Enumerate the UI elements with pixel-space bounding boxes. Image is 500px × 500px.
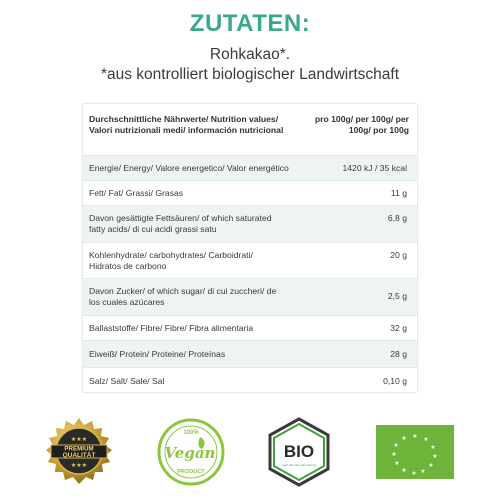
premium-text: PREMIUM — [64, 445, 94, 453]
table-row — [83, 340, 417, 367]
row-value: 32 g — [390, 323, 407, 333]
vegan-badge-icon — [156, 417, 226, 487]
bio-label: BIO — [283, 442, 315, 461]
svg-text:★★★: ★★★ — [70, 437, 88, 443]
svg-text:★: ★ — [401, 467, 407, 474]
svg-text:★: ★ — [393, 442, 399, 449]
svg-text:★: ★ — [391, 451, 397, 458]
row-label: Ballaststoffe/ Fibre/ Fibre/ Fibra alimentaria — [89, 323, 254, 333]
certification-badges — [0, 417, 500, 487]
svg-text:★: ★ — [394, 460, 400, 467]
row-value: 0,10 g — [383, 376, 407, 386]
row-label: Davon gesättigte Fettsäuren/ of which saturated fatty acids/ di cui acidi grassi satu — [89, 213, 272, 234]
row-value: 1420 kJ / 35 kcal — [342, 163, 407, 173]
row-value: 6,8 g — [387, 213, 407, 223]
header-nutrient-label: Durchschnittliche Nährwerte/ Nutrition values/ Valori nutrizionali medi/ información nutricional — [89, 114, 284, 135]
table-row — [83, 155, 417, 180]
row-label: Kohlenhydrate/ carbohydrates/ Carboidrati/ Hidratos de carbono — [89, 250, 253, 271]
svg-text:★: ★ — [430, 444, 436, 451]
table-row — [83, 180, 417, 205]
row-value: 28 g — [390, 349, 407, 359]
table-row — [83, 242, 417, 278]
svg-text:★: ★ — [412, 433, 418, 440]
table-row — [83, 205, 417, 242]
row-label: Energie/ Energy/ Valore energetico/ Valor energético — [89, 163, 289, 173]
eu-organic-leaf-icon — [376, 425, 446, 479]
svg-text:★: ★ — [411, 470, 417, 477]
table-row — [83, 367, 417, 393]
svg-text:★★★: ★★★ — [70, 463, 88, 469]
bio-hexagon-icon — [264, 417, 334, 487]
quality-text: QUALITÄT — [62, 452, 96, 459]
ingredients-title: ZUTATEN: — [189, 10, 311, 37]
nutrition-table — [82, 103, 418, 393]
row-value: 20 g — [390, 250, 407, 260]
row-label: Davon Zucker/ of which sugar/ di cui zuccheri/ de los cuales azúcares — [89, 286, 277, 307]
svg-text:★: ★ — [420, 468, 426, 475]
svg-text:★: ★ — [423, 436, 429, 443]
vegan-percent: 100% — [183, 430, 199, 436]
premium-quality-seal-icon — [44, 417, 114, 487]
svg-text:★: ★ — [432, 453, 438, 460]
vegan-word: Vegan — [164, 444, 216, 462]
vegan-product: PRODUCT — [177, 469, 205, 475]
ingredients-line-2: *aus kontrolliert biologischer Landwirtschaft — [100, 66, 400, 83]
bio-small-text: nach EG-Öko-Verordnung — [281, 463, 317, 467]
table-row — [83, 315, 417, 340]
row-label: Fett/ Fat/ Grassi/ Grasas — [89, 188, 184, 198]
header-per-100g: pro 100g/ per 100g/ per 100g/ por 100g — [314, 114, 409, 135]
row-value: 11 g — [390, 188, 407, 198]
svg-text:★: ★ — [401, 435, 407, 442]
row-value: 2,5 g — [387, 291, 407, 301]
row-label: Salz/ Salt/ Sale/ Sal — [89, 376, 165, 386]
ingredients-line-1: Rohkakao*. — [209, 46, 291, 63]
nutrition-table-header — [83, 104, 417, 155]
row-label: Eiweiß/ Protein/ Proteine/ Proteínas — [89, 349, 226, 359]
svg-text:★: ★ — [428, 462, 434, 469]
table-row — [83, 278, 417, 315]
